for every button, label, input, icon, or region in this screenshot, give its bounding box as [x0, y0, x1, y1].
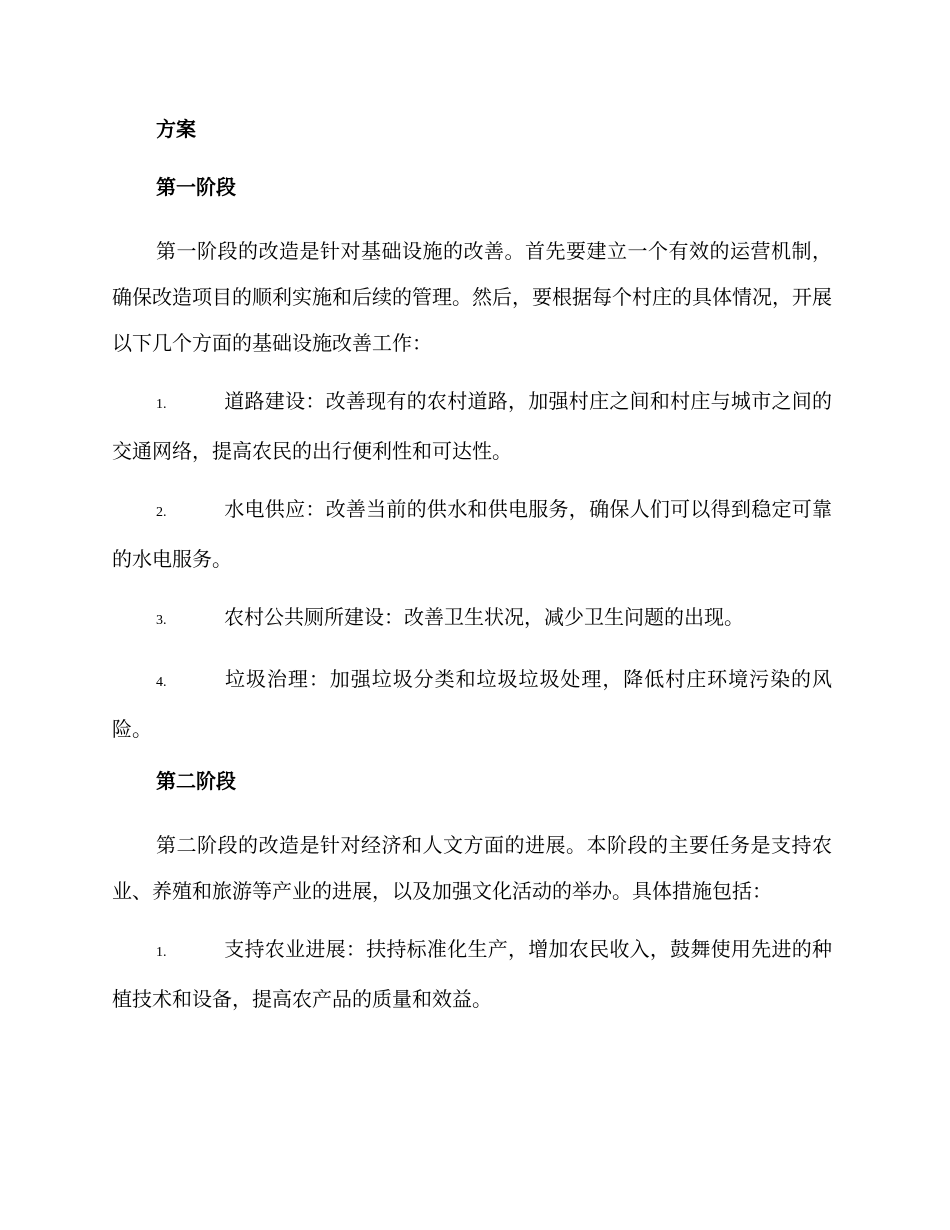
list-item-number: 3. [156, 613, 167, 628]
list-item [112, 926, 832, 1022]
list-item-number: 2. [156, 505, 167, 520]
list-item [112, 656, 832, 752]
list-item-text: 垃圾治理：加强垃圾分类和垃圾垃圾处理，降低村庄环境污染的风险。 [112, 667, 832, 741]
list-item-number: 4. [156, 675, 167, 690]
list-item [112, 486, 832, 582]
list-item [112, 378, 832, 474]
list-item-number: 1. [156, 945, 167, 960]
stage2-intro: 第二阶段的改造是针对经济和人文方面的进展。本阶段的主要任务是支持农业、养殖和旅游等产业的进展，以及加强文化活动的举办。具体措施包括： [112, 833, 832, 903]
list-item-text: 道路建设：改善现有的农村道路，加强村庄之间和村庄与城市之间的交通网络，提高农民的出行便利性和可达性。 [112, 389, 832, 463]
stage1-heading: 第一阶段 [156, 175, 236, 199]
stage1-intro: 第一阶段的改造是针对基础设施的改善。首先要建立一个有效的运营机制，确保改造项目的顺利实施和后续的管理。然后，要根据每个村庄的具体情况，开展以下几个方面的基础设施改善工作： [112, 239, 832, 355]
list-item-text: 支持农业进展：扶持标准化生产，增加农民收入，鼓舞使用先进的种植技术和设备，提高农产品的质量和效益。 [112, 937, 832, 1011]
stage2-heading: 第二阶段 [156, 769, 236, 793]
list-item-number: 1. [156, 397, 167, 412]
document-title: 方案 [156, 117, 196, 141]
list-item-text: 水电供应：改善当前的供水和供电服务，确保人们可以得到稳定可靠的水电服务。 [112, 497, 832, 571]
list-item [112, 594, 832, 644]
list-item-text: 农村公共厕所建设：改善卫生状况，减少卫生问题的出现。 [224, 605, 744, 629]
